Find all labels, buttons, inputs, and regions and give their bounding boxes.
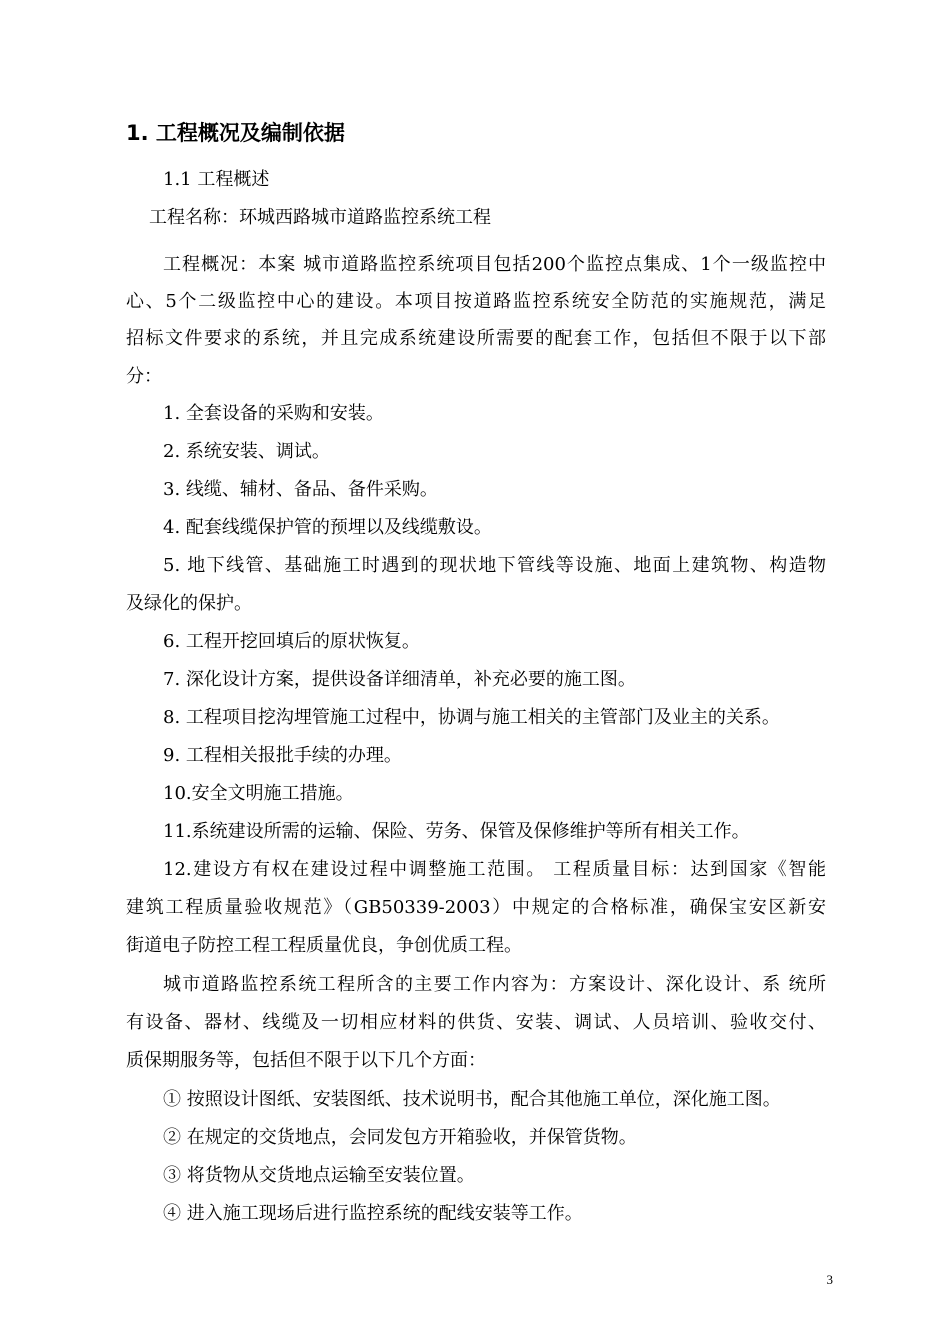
list-item: 9. 工程相关报批手续的办理。	[163, 745, 402, 766]
circled-item: ② 在规定的交货地点，会同发包方开箱验收，并保管货物。	[163, 1127, 637, 1148]
list-item: 7. 深化设计方案，提供设备详细清单，补充必要的施工图。	[163, 669, 636, 690]
list-item: 4. 配套线缆保护管的预埋以及线缆敷设。	[163, 517, 492, 538]
circled-item: ③ 将货物从交货地点运输至安装位置。	[163, 1165, 475, 1186]
list-item: 8. 工程项目挖沟埋管施工过程中，协调与施工相关的主管部门及业主的关系。	[163, 707, 780, 728]
list-item: 3. 线缆、辅材、备品、备件采购。	[163, 479, 438, 500]
list-item: 10.安全文明施工措施。	[163, 783, 354, 804]
circled-item: ① 按照设计图纸、安装图纸、技术说明书，配合其他施工单位，深化施工图。	[163, 1089, 781, 1110]
scope-line: 质保期服务等，包括但不限于以下几个方面：	[126, 1050, 486, 1071]
list-item: 5. 地下线管、基础施工时遇到的现状地下管线等设施、地面上建筑物、构造物	[163, 555, 826, 576]
list-item: 1. 全套设备的采购和安装。	[163, 403, 384, 424]
project-name: 工程名称：环城西路城市道路监控系统工程	[149, 207, 491, 228]
overview-line: 招标文件要求的系统，并且完成系统建设所需要的配套工作，包括但不限于以下部	[126, 328, 826, 349]
section-heading: 1. 工程概况及编制依据	[126, 121, 345, 145]
list-item: 建筑工程质量验收规范》（GB50339-2003）中规定的合格标准，确保宝安区新安	[126, 897, 826, 918]
scope-line: 有设备、器材、线缆及一切相应材料的供货、安装、调试、人员培训、验收交付、	[126, 1012, 826, 1033]
list-item: 6. 工程开挖回填后的原状恢复。	[163, 631, 420, 652]
list-item: 11.系统建设所需的运输、保险、劳务、保管及保修维护等所有相关工作。	[163, 821, 750, 842]
overview-line: 心、5个二级监控中心的建设。本项目按道路监控系统安全防范的实施规范，满足	[126, 291, 826, 312]
subsection-heading: 1.1 工程概述	[163, 169, 270, 190]
circled-item: ④ 进入施工现场后进行监控系统的配线安装等工作。	[163, 1203, 583, 1224]
page-number: 3	[826, 1272, 833, 1287]
list-item: 街道电子防控工程工程质量优良，争创优质工程。	[126, 935, 522, 956]
list-item: 2. 系统安装、调试。	[163, 441, 330, 462]
overview-line: 分：	[126, 366, 162, 387]
overview-line: 工程概况：本案 城市道路监控系统项目包括200个监控点集成、1个一级监控中	[163, 254, 826, 275]
list-item: 及绿化的保护。	[126, 593, 252, 614]
list-item: 12.建设方有权在建设过程中调整施工范围。 工程质量目标：达到国家《智能	[163, 859, 826, 880]
scope-line: 城市道路监控系统工程所含的主要工作内容为：方案设计、深化设计、系 统所	[163, 974, 826, 995]
